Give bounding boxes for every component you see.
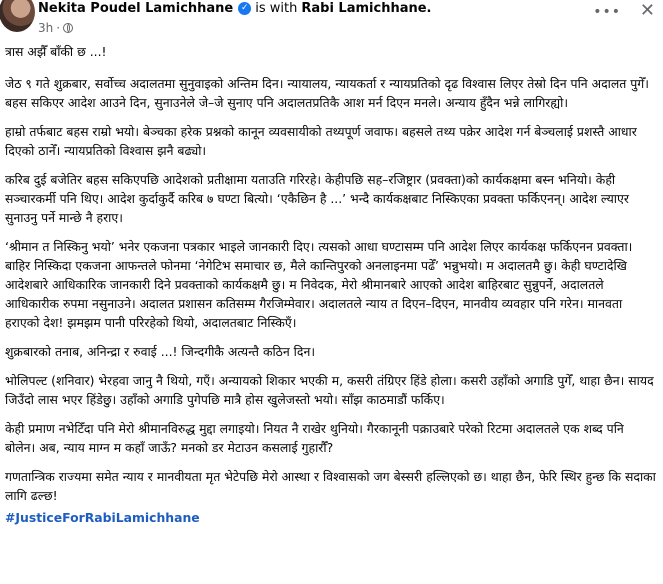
post-paragraph-6: शुक्रबारको तनाब, अनिन्द्रा र रुवाई ...! जिन्दगीकै अत्यन्तै कठिन दिन। (5, 344, 316, 359)
post-meta (38, 21, 73, 35)
author-line (38, 1, 432, 16)
post-paragraph-3: हाम्रो तर्फबाट बहस राम्रो भयो। बेञ्चका हरेक प्रश्नको कानून व्यवसायीको तथ्यपूर्ण जवाफ। बहसले तथ्य पक्रेर आदेश गर्न बेञ्चलाई प्रशस्तै आधार दिएको ठानेँ। न्यायप्रतिको विश्वास झनै बढ्यो। (5, 124, 637, 158)
post-body (5, 42, 657, 527)
post-paragraph-9: गणतान्त्रिक राज्यमा समेत न्याय र मानवीयता मृत भेटेपछि मेरो आस्था र विश्वासको जग बेस्सरी हल्लिएको छ। थाहा छैन, फेरि स्थिर हुन्छ कि सदाका लागि ढल्छ! (5, 469, 656, 503)
post-header (5, 0, 657, 42)
post-paragraph-4: करिब दुई बजेतिर बहस सकिएपछि आदेशको प्रतीक्षामा यताउति गरिरहे। केहीपछि सह–रजिष्ट्रार (प्रवक्ता)को कार्यकक्षमा बस्न भनियो। केही सञ्चारकर्मी पनि थिए। आदेश कुर्दाकुर्दै करिब ७ घण्टा बित्यो। ‘एकैछिन है ...’ भन्दै कार्यकक्षबाट निस्किएका प्रवक्ता फर्किएनन्। आदेश ल्याएर सुनाउनु पर्ने मान्छे नै हराए। (5, 172, 629, 225)
post-paragraph-8: केही प्रमाण नभेटिँदा पनि मेरो श्रीमानविरुद्ध मुद्दा लगाइयो। नियत नै राखेर थुनियो। गैरकानूनी पक्राउबारे परेको रिटमा अदालतले एक शब्द पनि बोलेन। अब, न्याय माग्न म कहाँ जाऊँ? मनको डर मेटाउन कसलाई गुहारौँ? (5, 421, 624, 455)
with-text: is with (255, 1, 298, 16)
post-paragraph-1: त्रास अझैँ बाँकी छ ...! (5, 44, 107, 59)
tagged-person[interactable]: Rabi Lamichhane. (301, 1, 432, 16)
author-avatar[interactable] (0, 0, 35, 32)
hashtag-link[interactable]: #JusticeForRabiLamichhane (5, 510, 200, 525)
post-paragraph-2: जेठ ९ गते शुक्रबार, सर्वोच्च अदालतमा सुनुवाइको अन्तिम दिन। न्यायालय, न्यायकर्ता र न्यायप्रतिको दृढ विश्वास लिएर तेस्रो दिन पनि अदालत पुगेँ। बहस सकिएर आदेश आउने दिन, सुनाउनेले जे–जे सुनाए पनि अदालतप्रतिकै आश मर्न दिएन मनले। अन्याय हुँदैन भन्ने लागिरह्यो। (5, 76, 649, 110)
globe-icon[interactable] (63, 23, 73, 33)
post-paragraph-5: ‘श्रीमान त निस्किनु भयो’ भनेर एकजना पत्रकार भाइले जानकारी दिए। त्यसको आधा घण्टासम्म पनि आदेश लिएर कार्यकक्ष फर्किएनन प्रवक्ता। बाहिर निस्किदा एकजना आफन्तले फोनमा ‘नेगेटिभ समाचार छ, मैले कान्तिपुरको अनलाइनमा पढेँ’ भन्नुभयो। म अदालतमै छु। केही घण्टादेखि आदेशबारे आधिकारिक जानकारी दिने प्रवक्ताको कार्यकक्षमै छु। म निवेदक, मेरो श्रीमानबारे आएको आदेश बाहिरबाट सुन्नुपर्ने, अदालतले आधिकारीक रुपमा नसुनाउने। अदालत प्रशासन कतिसम्म गैरजिम्मेवार। अदालतले न्याय त दिएन–दिएन, मानवीय व्यवहार पनि गरेन। मानवता हराएको देश! झमझम पानी परिरहेको थियो, अदालतबाट निस्किएँ। (5, 239, 633, 330)
post-paragraph-7: भोलिपल्ट (शनिवार) भेरहवा जानु नै थियो, गएँ। अन्यायको शिकार भएकी म, कसरी तंग्रिएर हिंडे होला। कसरी उहाँको अगाडि पुगेँ, थाहा छैन। सायद जिउँदो लास भएर हिंडेछु। उहाँको अगाडि पुगेपछि मात्रै होस खुलेजस्तो भयो। साँझ काठमाडौं फर्किए। (5, 373, 654, 407)
verified-badge-icon: ✓ (238, 2, 251, 15)
close-icon[interactable]: ✕ (639, 0, 655, 21)
meta-separator: · (56, 21, 61, 35)
post-time[interactable]: 3h (38, 21, 54, 35)
more-horizontal-icon[interactable]: ••• (593, 4, 621, 20)
author-name[interactable]: Nekita Poudel Lamichhane (38, 1, 234, 16)
